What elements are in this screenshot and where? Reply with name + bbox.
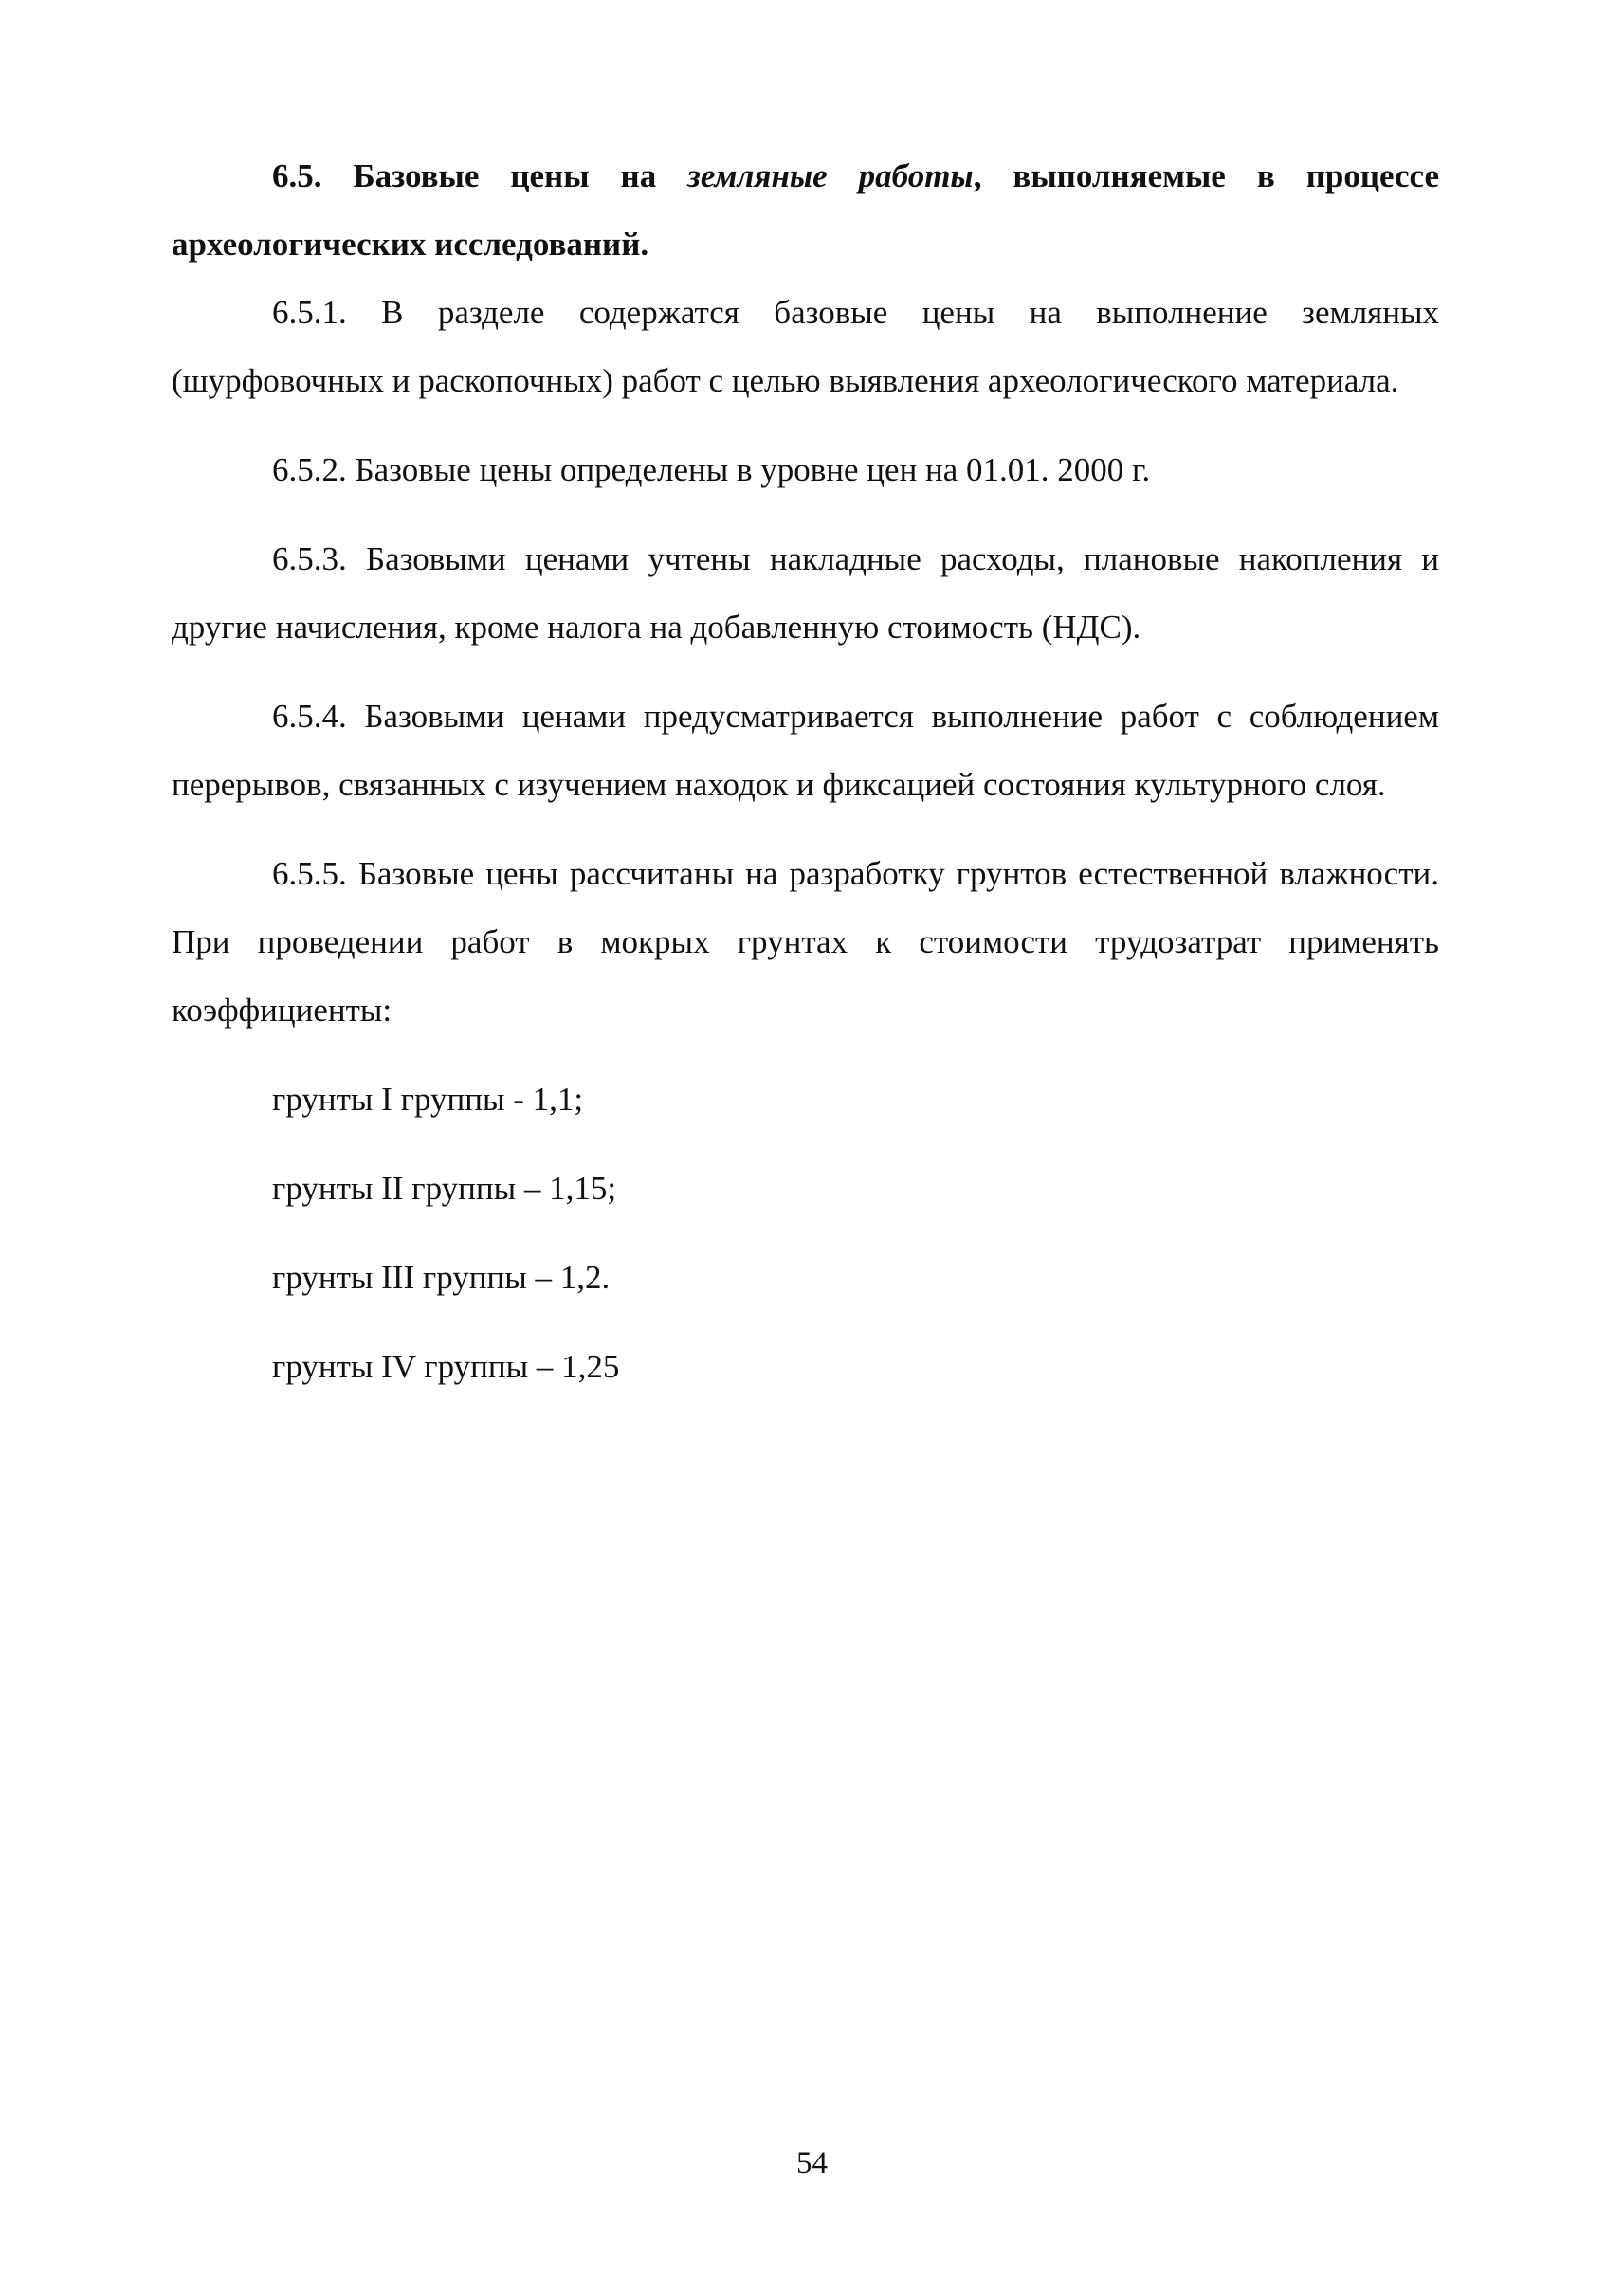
paragraph-6-5-3: 6.5.3. Базовыми ценами учтены накладные расходы, плановые накопления и другие начисления, кроме налога на добавленную стоимость (НДС). (172, 540, 1439, 646)
coefficient-item-group-2: грунты II группы – 1,15; (272, 1170, 617, 1207)
coefficient-list (172, 1066, 1439, 1401)
section-title-italic: земляные работы (687, 157, 974, 194)
paragraph-6-5-4: 6.5.4. Базовыми ценами предусматривается выполнение работ с соблюдением перерывов, связанных с изучением находок и фиксацией состояния культурного слоя. (172, 698, 1439, 803)
document-page (172, 142, 1439, 1422)
paragraph-6-5-2: 6.5.2. Базовые цены определены в уровне цен на 01.01. 2000 г. (272, 451, 1151, 488)
coefficient-item-group-3: грунты III группы – 1,2. (272, 1259, 611, 1296)
section-title-end: , выполняемые в процессе археологических исследований. (172, 157, 1439, 263)
section-title-start: Базовые цены на (353, 157, 688, 194)
coefficient-item-group-4: грунты IV группы – 1,25 (272, 1348, 620, 1385)
coefficient-item-group-1: грунты I группы - 1,1; (272, 1081, 584, 1118)
paragraph-6-5-1: 6.5.1. В разделе содержатся базовые цены на выполнение земляных (шурфовочных и раскопочных) работ с целью выявления археологического материала. (172, 294, 1439, 399)
section-number: 6.5. (272, 157, 322, 194)
paragraph-6-5-5: 6.5.5. Базовые цены рассчитаны на разработку грунтов естественной влажности. При проведении работ в мокрых грунтах к стоимости трудозатрат применять коэффициенты: (172, 855, 1439, 1029)
section-heading (172, 142, 1439, 279)
page-number: 54 (796, 2146, 828, 2180)
